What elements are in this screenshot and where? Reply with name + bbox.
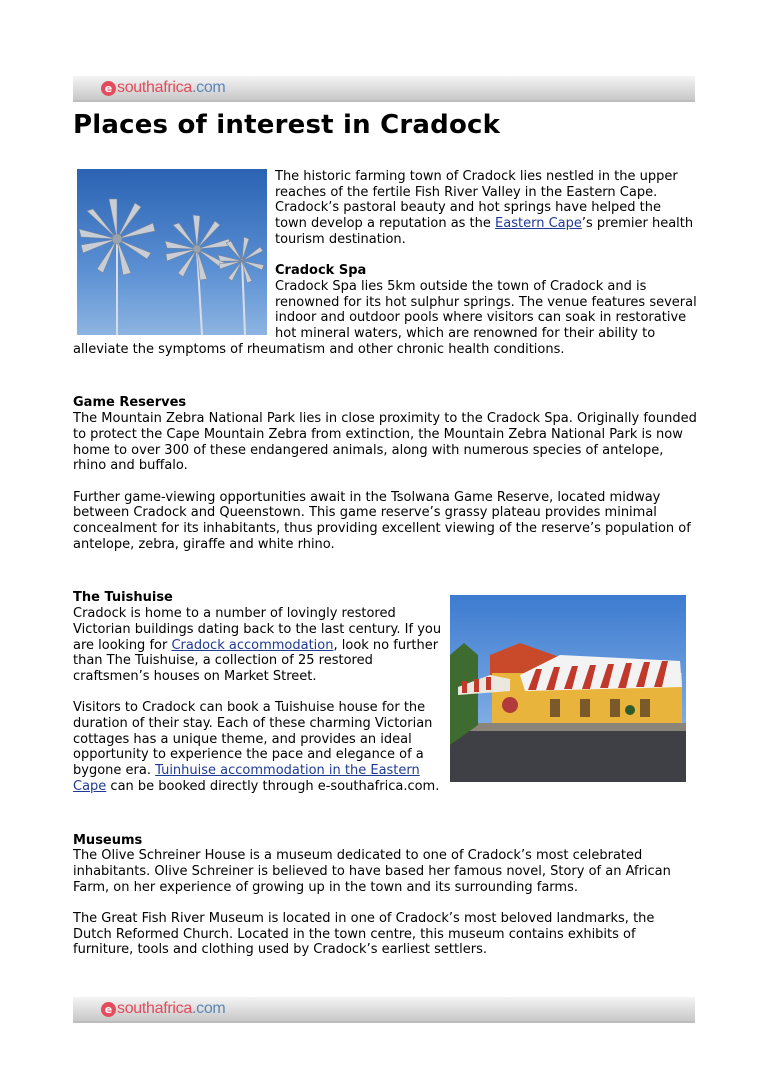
windmills-photo (77, 169, 267, 335)
game-reserves-heading: Game Reserves (73, 395, 187, 411)
museums-paragraph-2: The Great Fish River Museum is located in one of Cradock’s most beloved landmarks, the Dutch Reformed Church. Located in the town centre, this museum contains exhibits of furniture, tools and clothing used by Cradock’s earliest settlers. (73, 911, 655, 958)
eastern-cape-link[interactable]: Eastern Cape (495, 216, 582, 232)
game-paragraph-2: Further game-viewing opportunities await in the Tsolwana Game Reserve, located midway between Cradock and Queenstown. This game reserve’s grassy plateau provides minimal concealment for its inhabitants, thus providing excellent viewing of the reserve’s population of antelope, zebra, giraffe and white rhino. (73, 489, 691, 552)
tuishuise-paragraph-2: Visitors to Cradock can book a Tuishuise house for the duration of their stay. Each of these charming Victorian cottages has a unique theme, and provides an ideal opportunity to experience the pace and elegance of a bygone era. Tuinhuise accommodation in the Eastern Cape can be booked directly through e-southafrica.com. (73, 700, 440, 794)
logo-name: southafrica (117, 1000, 192, 1017)
logo-e-icon: e (101, 81, 116, 96)
spa-heading: Cradock Spa (275, 263, 367, 279)
cradock-accommodation-link[interactable]: Cradock accommodation (171, 637, 334, 653)
museums-paragraph-1: The Olive Schreiner House is a museum dedicated to one of Cradock’s most celebrated inhabitants. Olive Schreiner is believed to have based her famous novel, Story of an African Farm, on her experience of growing up in the town and its surrounding farms. (73, 848, 671, 895)
museums-heading: Museums (73, 832, 143, 848)
tuinhuise-accommodation-link[interactable]: Tuinhuise accommodation in the Eastern Cape (73, 763, 420, 794)
footer-logo[interactable] (101, 999, 225, 1019)
intro-paragraph: The historic farming town of Cradock lies nestled in the upper reaches of the fertile Fish River Valley in the Eastern Cape. Cradock’s pastoral beauty and hot springs have helped the town develop a reputation as the Eastern Cape’s premier health tourism destination. (275, 169, 694, 247)
page-title: Places of interest in Cradock (73, 110, 501, 140)
game-paragraph-1: The Mountain Zebra National Park lies in close proximity to the Cradock Spa. Originally founded to protect the Cape Mountain Zebra from extinction, the Mountain Zebra National Park is now home to over 300 of these endangered animals, along with numerous species of antelope, rhino and buffalo. (73, 411, 697, 474)
logo-e-icon: e (101, 1002, 116, 1017)
tuishuise-photo (450, 595, 686, 782)
spa-paragraph: Cradock Spa lies 5km outside the town of Cradock and is renowned for its hot sulphur springs. The venue features several indoor and outdoor pools where visitors can soak in restorative hot mineral waters, which are renowned for their ability to alleviate the symptoms of rheumatism and other chronic health conditions. (73, 278, 697, 357)
header-logo[interactable] (101, 78, 225, 98)
tuishuise-paragraph-1: Cradock is home to a number of lovingly restored Victorian buildings dating back to the last century. If you are looking for Cradock accommodation, look no further than The Tuishuise, a collection of 25 restored craftsmen’s houses on Market Street. (73, 606, 442, 684)
header-bar (73, 76, 695, 102)
logo-domain: .com (191, 1000, 226, 1017)
logo-domain: .com (191, 79, 226, 96)
article-body (73, 169, 697, 958)
tuishuise-heading: The Tuishuise (73, 590, 173, 606)
logo-name: southafrica (117, 79, 192, 96)
footer-bar (73, 997, 695, 1023)
